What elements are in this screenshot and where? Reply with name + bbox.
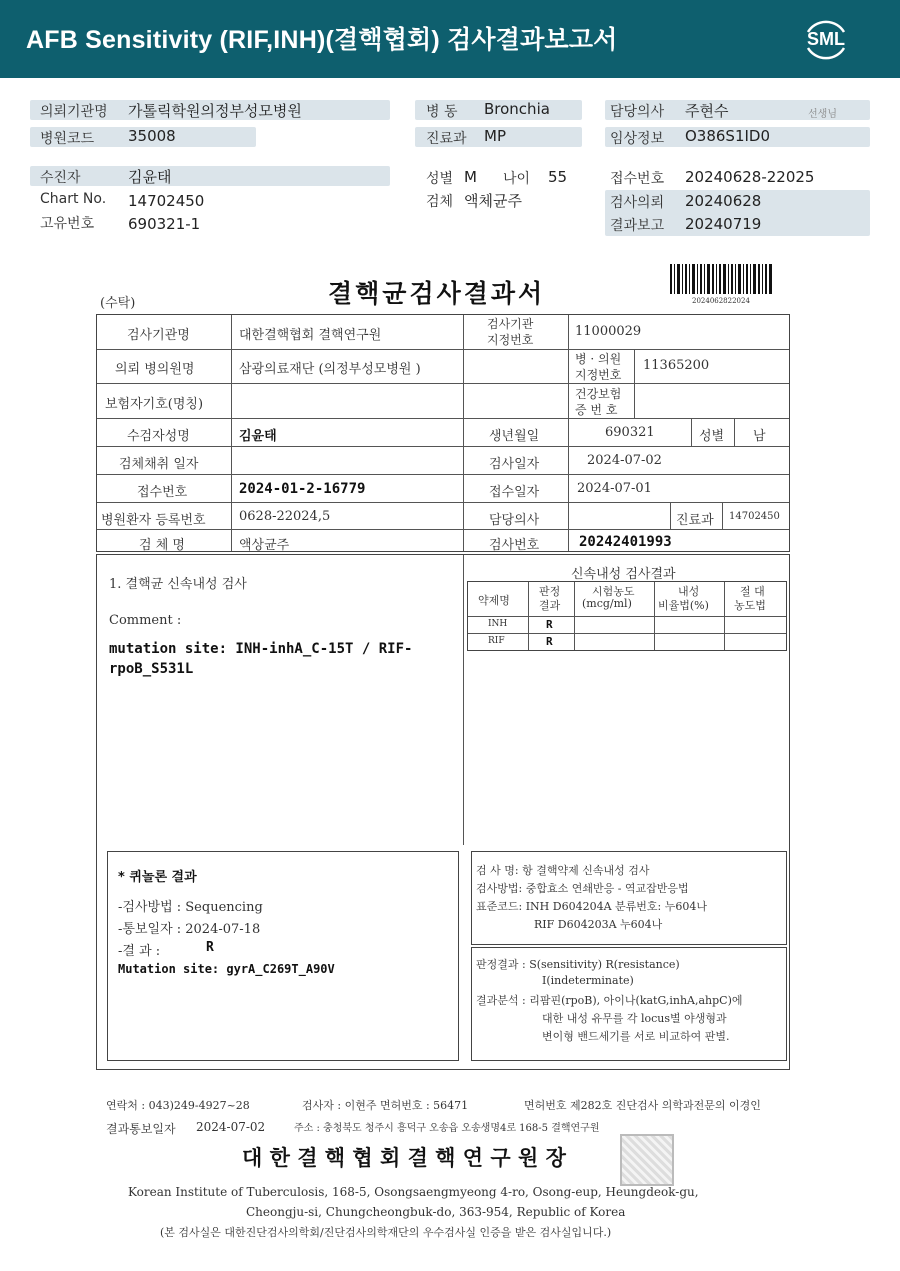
chart-value: 14702450 xyxy=(128,192,205,210)
recv-label: 접수번호 xyxy=(610,171,665,187)
dob-value: 690321 xyxy=(605,425,655,440)
judge-line-5: 변이형 밴드세기를 서로 비교하여 판별. xyxy=(542,1030,730,1043)
judgement-box xyxy=(471,947,787,1061)
lab-label: 검사기관명 xyxy=(127,328,190,343)
method-line-4: RIF D604203A 누604나 xyxy=(534,918,663,931)
dept-label-doc: 진료과 xyxy=(676,513,714,528)
patient-value: 김윤태 xyxy=(128,168,172,186)
recv-date-value: 2024-07-01 xyxy=(577,481,652,496)
rapid-h-abs-2: 농도법 xyxy=(734,599,766,612)
barcode-number: 2024062822024 xyxy=(692,297,750,305)
rapid-h-judge-1: 판정 xyxy=(539,585,561,598)
uid-label: 고유번호 xyxy=(40,216,95,232)
rapid-h-judge-2: 결과 xyxy=(539,599,561,612)
chart-label: Chart No. xyxy=(40,191,107,207)
footer-director: 대 한 결 핵 협 회 결 핵 연 구 원 장 xyxy=(242,1145,566,1170)
rapid-h-drug: 약제명 xyxy=(478,594,510,607)
req-hosp-value: 삼광의료재단 (의정부성모병원 ) xyxy=(239,362,421,377)
name-value: 김윤태 xyxy=(239,429,277,444)
specimen-label: 검체 xyxy=(426,194,454,210)
patient-label: 수진자 xyxy=(40,170,81,186)
doctor-label: 담당의사 xyxy=(610,104,665,120)
recv-value-doc: 2024-01-2-16779 xyxy=(239,481,366,497)
health-ins-label-1: 건강보험 xyxy=(575,387,622,401)
sex-value-doc: 남 xyxy=(753,429,766,444)
judge-line-2: I(indeterminate) xyxy=(542,974,634,987)
clinical-label: 임상정보 xyxy=(610,131,665,147)
info-table xyxy=(96,314,790,552)
quinolone-result: R xyxy=(206,940,214,955)
rapid-h-ratio-1: 내성 xyxy=(678,585,700,598)
health-ins-label-2: 증 번 호 xyxy=(575,403,618,417)
rapid-h-conc-2: (mcg/ml) xyxy=(582,597,632,610)
rapid-h-ratio-2: 비율법(%) xyxy=(658,599,709,612)
footer-contact: 연락처 : 043)249-4927~28 xyxy=(106,1099,250,1112)
doctor-label-doc: 담당의사 xyxy=(489,513,540,528)
method-line-3: 표준코드: INH D604204A 분류번호: 누604나 xyxy=(476,900,707,913)
mutation-line-1: mutation site: INH-inhA_C-15T / RIF- xyxy=(109,641,413,657)
quinolone-mutation: Mutation site: gyrA_C269T_A90V xyxy=(118,962,335,976)
barcode-icon xyxy=(670,264,774,298)
doc-stamp-label: (수탁) xyxy=(100,296,136,311)
spec-label: 검 체 명 xyxy=(139,538,185,553)
comment-label: Comment : xyxy=(109,613,182,628)
hosp-no-label-2: 지정번호 xyxy=(575,368,622,382)
req-date-value: 20240628 xyxy=(685,192,762,210)
footer-address: 주소 : 충청북도 청주시 흥덕구 오송읍 오송생명4로 168-5 결핵연구원 xyxy=(294,1123,600,1134)
doc-title: 결핵균검사결과서 xyxy=(328,279,546,308)
quinolone-title: * 퀴놀론 결과 xyxy=(118,870,197,885)
footer-cert: (본 검사실은 대한진단검사의학회/진단검사의학재단의 우수검사실 인증을 받은 검사실입니다.) xyxy=(160,1226,612,1239)
clinical-value: O386S1ID0 xyxy=(685,127,771,145)
hosp-code-label: 병원코드 xyxy=(40,131,95,147)
band-patient xyxy=(30,166,390,186)
reg-label: 병원환자 등록번호 xyxy=(101,513,206,528)
report-title: AFB Sensitivity (RIF,INH)(결핵협회) 검사결과보고서 xyxy=(26,26,618,54)
req-org-value: 가톨릭학원의정부성모병원 xyxy=(128,102,302,120)
age-value: 55 xyxy=(548,168,568,186)
footer-notify-label: 결과통보일자 xyxy=(106,1122,176,1136)
lab-no-value: 11000029 xyxy=(575,324,642,339)
section1-title: 1. 결핵균 신속내성 검사 xyxy=(109,577,247,592)
reg-value: 0628-22024,5 xyxy=(239,509,331,524)
tb-result-document xyxy=(96,262,796,1252)
rapid-table xyxy=(467,581,787,651)
age-label: 나이 xyxy=(503,171,531,187)
spec-value: 액상균주 xyxy=(239,538,290,553)
rapid-h-conc-1: 시험농도 xyxy=(592,585,635,598)
dept-value: MP xyxy=(484,127,506,145)
lab-value: 대한결핵협회 결핵연구원 xyxy=(239,328,382,343)
hosp-no-label-1: 병 · 의원 xyxy=(575,352,622,366)
ward-value: Bronchia xyxy=(484,100,550,118)
sex-label: 성별 xyxy=(426,171,454,187)
lab-no-label-2: 지정번호 xyxy=(487,333,534,347)
judge-line-4: 대한 내성 유무를 각 locus별 야생형과 xyxy=(542,1012,727,1025)
method-line-2: 검사방법: 중합효소 연쇄반응 - 역교잡반응법 xyxy=(476,882,689,895)
test-date-label: 검사일자 xyxy=(489,457,540,472)
req-hosp-label: 의뢰 병의원명 xyxy=(115,362,195,377)
quinolone-method: -검사방법 : Sequencing xyxy=(118,900,263,915)
doctor-suffix: 선생님 xyxy=(808,109,837,120)
recv-date-label: 접수일자 xyxy=(489,485,540,500)
quinolone-notify: -통보일자 : 2024-07-18 xyxy=(118,922,261,937)
recv-label-doc: 접수번호 xyxy=(137,485,188,500)
footer-notify-date: 2024-07-02 xyxy=(196,1120,266,1134)
rapid-row-result: R xyxy=(546,618,553,631)
rapid-row-result: R xyxy=(546,635,553,648)
official-seal xyxy=(620,1134,674,1186)
name-label: 수검자성명 xyxy=(127,429,190,444)
uid-value: 690321-1 xyxy=(128,215,201,233)
footer-en-line-1: Korean Institute of Tuberculosis, 168-5, Osongsaengmyeong 4-ro, Osong-eup, Heungdeok-gu, xyxy=(128,1185,699,1199)
judge-line-3: 결과분석 : 리팜핀(rpoB), 아이나(katG,inhA,ahpC)에 xyxy=(476,994,743,1007)
sml-logo xyxy=(800,14,852,66)
sex-label-doc: 성별 xyxy=(699,429,725,444)
footer-en-line-2: Cheongju-si, Chungcheongbuk-do, 363-954, Republic of Korea xyxy=(246,1205,626,1219)
report-date-value: 20240719 xyxy=(685,215,762,233)
dept-value-doc: 14702450 xyxy=(729,511,780,522)
test-no-label: 검사번호 xyxy=(489,538,540,553)
specimen-value: 액체균주 xyxy=(464,192,522,210)
method-line-1: 검 사 명: 항 결핵약제 신속내성 검사 xyxy=(476,864,650,877)
report-header xyxy=(0,0,900,78)
doctor-value: 주현수 xyxy=(685,102,729,120)
hosp-no-value: 11365200 xyxy=(643,358,710,373)
quinolone-box xyxy=(107,851,459,1061)
test-date-value: 2024-07-02 xyxy=(587,453,662,468)
insured-label: 보험자기호(명칭) xyxy=(105,397,204,412)
collect-label: 검체채취 일자 xyxy=(119,457,199,472)
rapid-row-drug: RIF xyxy=(488,636,505,646)
dob-label: 생년월일 xyxy=(489,429,540,444)
rapid-row-drug: INH xyxy=(488,619,508,629)
footer-specialist: 면허번호 제282호 진단검사 의학과전문의 이경인 xyxy=(524,1099,761,1112)
recv-value: 20240628-22025 xyxy=(685,168,815,186)
logo-text: SML xyxy=(807,29,845,49)
hosp-code-value: 35008 xyxy=(128,127,176,145)
rapid-h-abs-1: 절 대 xyxy=(740,585,765,598)
method-box xyxy=(471,851,787,945)
report-date-label: 결과보고 xyxy=(610,218,665,234)
quinolone-result-label: -결 과 : xyxy=(118,944,161,959)
footer-tester: 검사자 : 이현주 면허번호 : 56471 xyxy=(302,1099,469,1112)
lab-no-label-1: 검사기관 xyxy=(487,317,534,331)
dept-label: 진료과 xyxy=(426,131,467,147)
judge-line-1: 판정결과 : S(sensitivity) R(resistance) xyxy=(476,958,680,971)
ward-label: 병 동 xyxy=(426,104,458,120)
rapid-title: 신속내성 검사결과 xyxy=(571,567,676,582)
mutation-line-2: rpoB_S531L xyxy=(109,661,194,677)
test-no-value: 20242401993 xyxy=(579,534,672,550)
req-date-label: 검사의뢰 xyxy=(610,195,665,211)
sex-value: M xyxy=(464,168,477,186)
results-body xyxy=(96,554,790,1070)
req-org-label: 의뢰기관명 xyxy=(40,104,108,120)
